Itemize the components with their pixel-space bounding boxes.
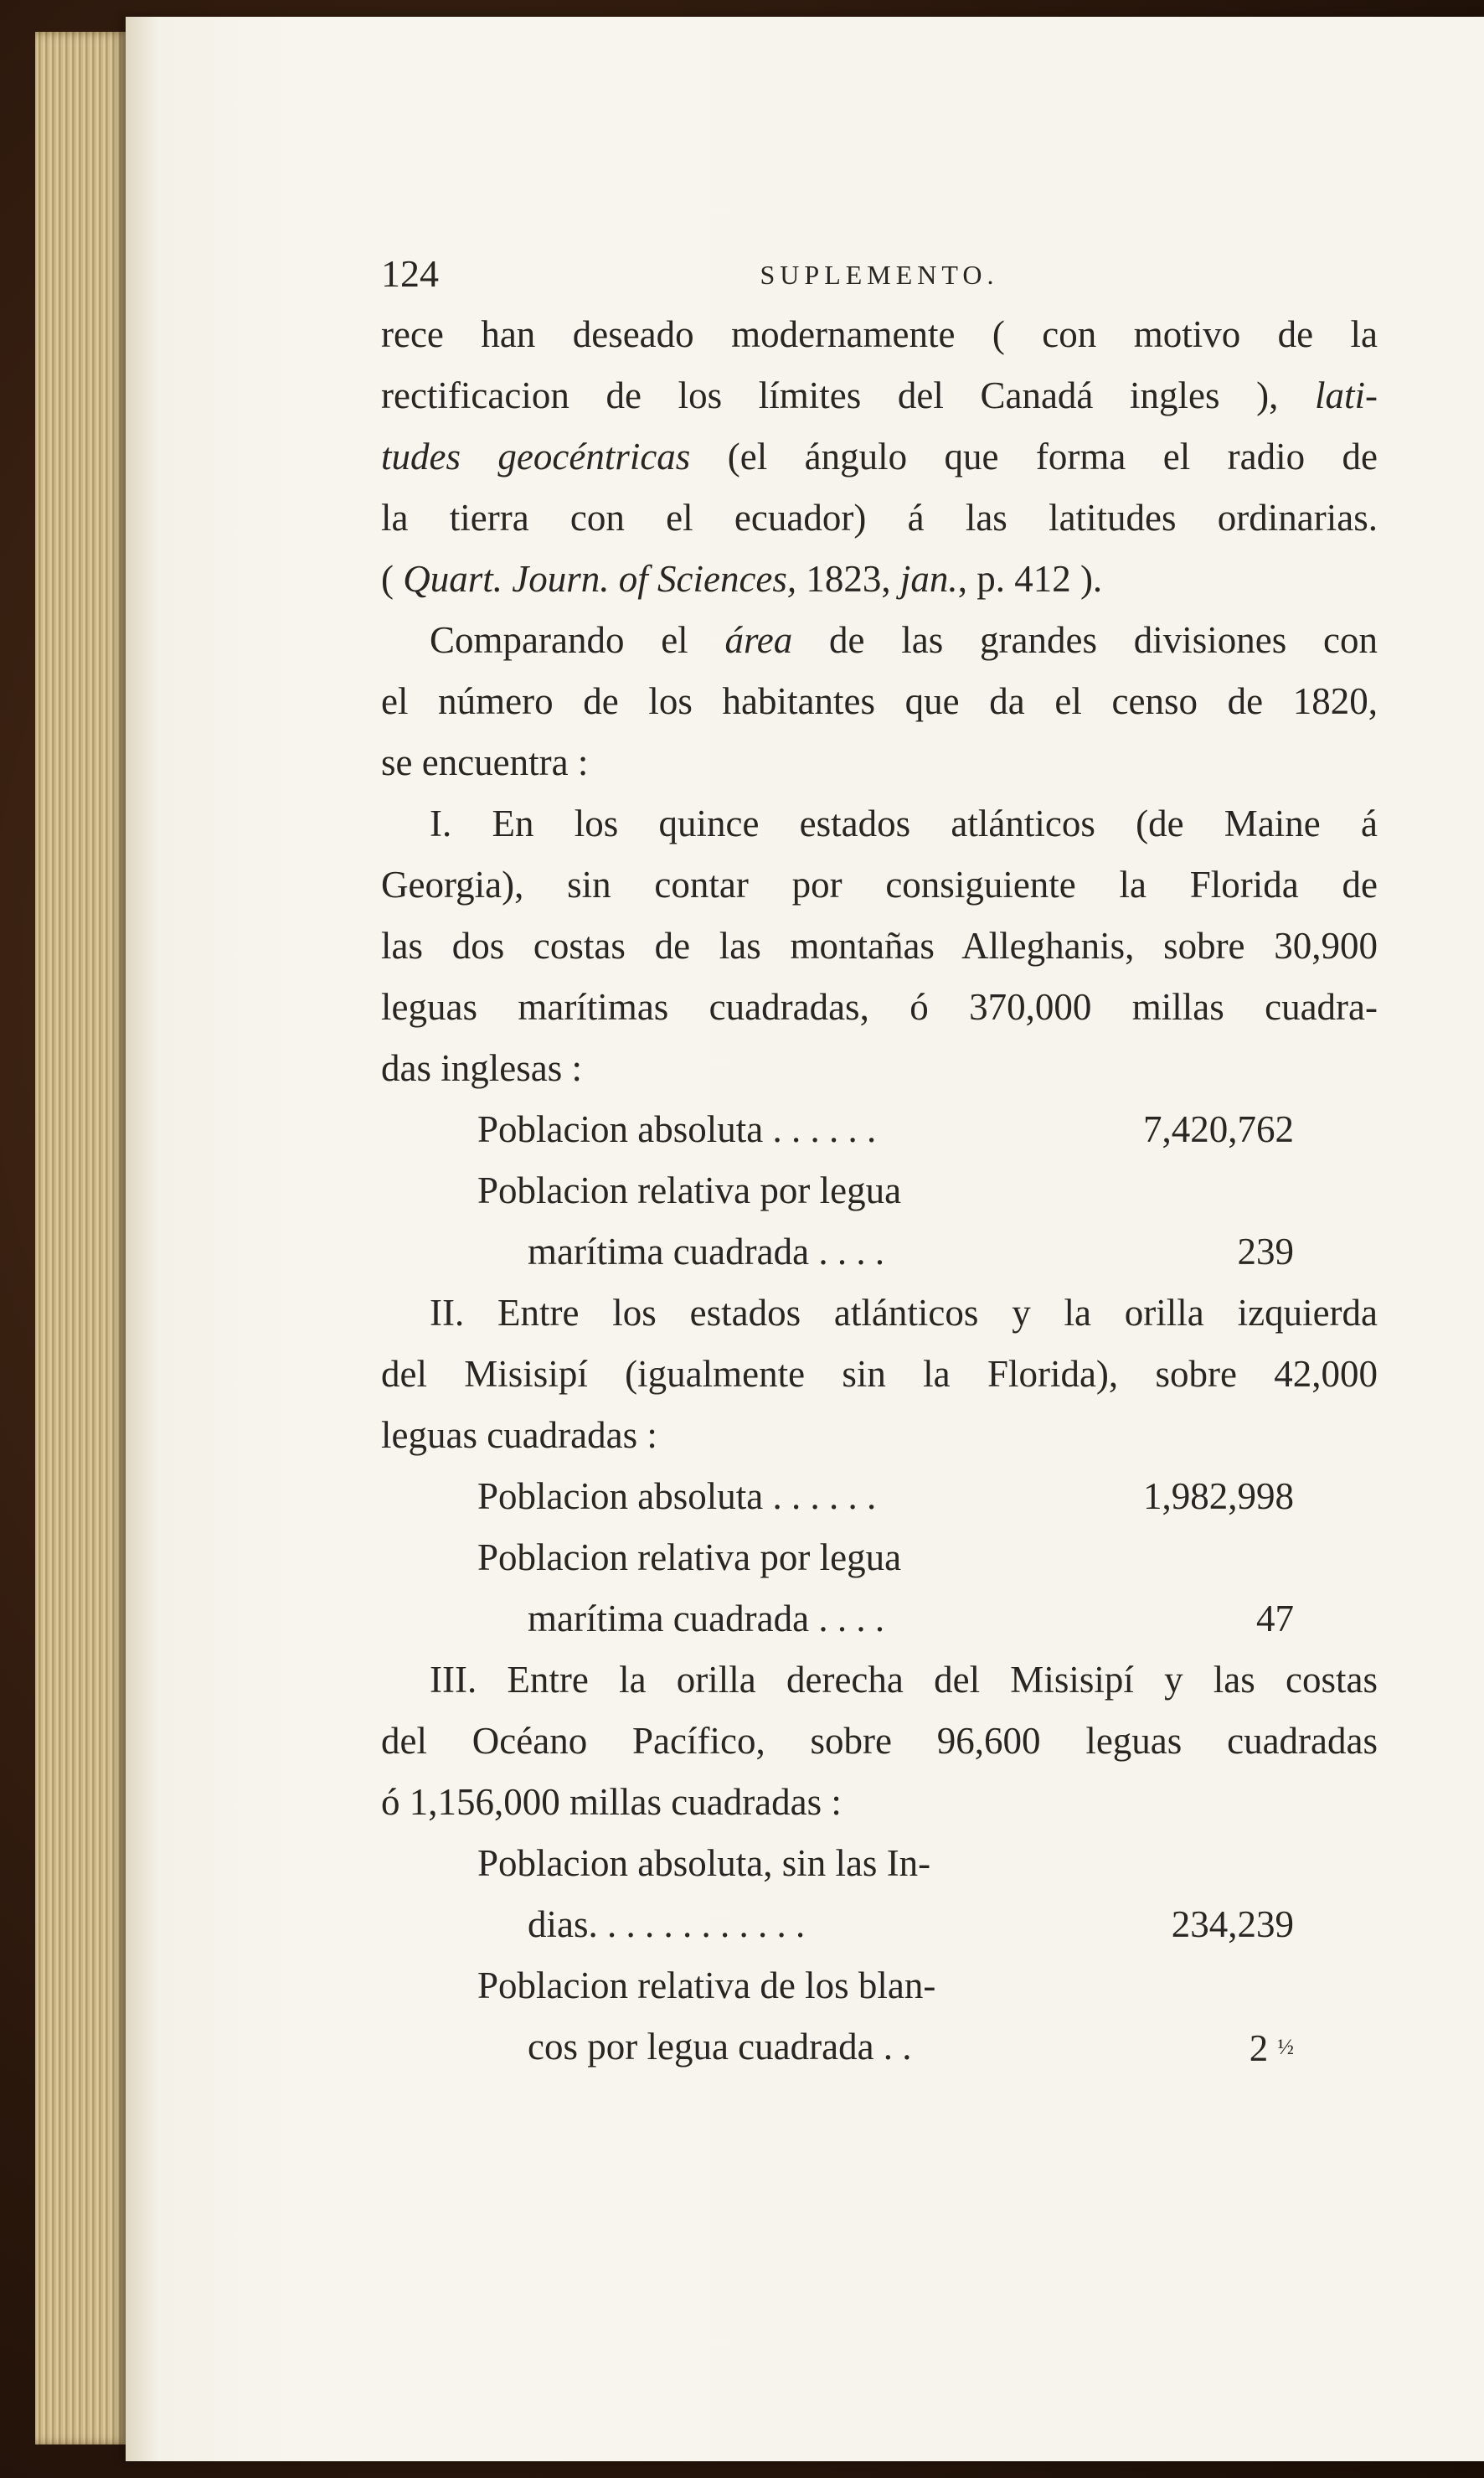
line-text: ( — [381, 558, 404, 600]
line-text: del Misisipí (igualmente sin la Florida), sobre 42,000 — [381, 1353, 1378, 1395]
page-header — [381, 243, 1378, 304]
italic-text: lati- — [1315, 374, 1378, 416]
row-label: marítima cuadrada . . . . — [528, 1231, 885, 1273]
row-value — [1250, 2016, 1294, 2079]
line-text: se encuentra : — [381, 741, 589, 783]
line-text: Georgia), sin contar por consiguiente la Florida de — [381, 864, 1378, 906]
row-label: cos por legua cuadrada . . — [528, 2026, 912, 2068]
text-line — [381, 732, 1378, 793]
running-title: SUPLEMENTO. — [760, 260, 999, 290]
row-label: Poblacion relativa de los blan- — [477, 1964, 936, 2006]
line-text: , p. 412 ). — [957, 558, 1103, 600]
table-row — [381, 1527, 1378, 1588]
text-line — [381, 1038, 1378, 1099]
text-line — [381, 671, 1378, 732]
italic-text: área — [724, 619, 793, 661]
row-label: Poblacion absoluta . . . . . . — [477, 1475, 877, 1517]
text-line — [381, 488, 1378, 549]
line-text: Comparando el — [430, 619, 725, 661]
line-text: 1823, — [796, 558, 900, 600]
table-row — [381, 1894, 1378, 1955]
page-edges — [35, 32, 127, 2444]
table-row — [381, 1466, 1378, 1527]
line-text: del Océano Pacífico, sobre 96,600 leguas cuadradas — [381, 1720, 1378, 1762]
text-line — [381, 426, 1378, 488]
text-line — [381, 1772, 1378, 1833]
line-text: (el ángulo que forma el radio de — [690, 436, 1378, 478]
text-line — [381, 1344, 1378, 1405]
text-line — [381, 610, 1378, 671]
table-row — [381, 1221, 1378, 1283]
table-row — [381, 2016, 1378, 2078]
section-heading — [381, 793, 1378, 854]
line-text: la tierra con el ecuador) á las latitudes ordinarias. — [381, 497, 1378, 539]
page-text — [381, 243, 1378, 2078]
italic-text: tudes geocéntricas — [381, 436, 691, 478]
text-line — [381, 916, 1378, 977]
line-text: de las grandes divisiones con — [792, 619, 1378, 661]
line-text: rece han deseado modernamente ( con motivo de la — [381, 313, 1378, 355]
row-label: Poblacion absoluta . . . . . . — [477, 1108, 877, 1150]
row-value: 7,420,762 — [1143, 1108, 1294, 1150]
line-text: das inglesas : — [381, 1047, 582, 1089]
line-text: ó 1,156,000 millas cuadradas : — [381, 1781, 842, 1823]
page-number: 124 — [381, 252, 439, 295]
row-label: Poblacion relativa por legua — [477, 1169, 902, 1211]
line-text: el número de los habitantes que da el censo de 1820, — [381, 680, 1378, 722]
value-integer: 2 — [1249, 2027, 1269, 2069]
text-line — [381, 854, 1378, 916]
section-heading — [381, 1283, 1378, 1344]
journal-title: Quart. Journ. of Sciences, — [403, 558, 797, 600]
italic-text: jan. — [899, 558, 958, 600]
section-heading — [381, 1649, 1378, 1711]
table-row — [381, 1588, 1378, 1649]
line-text: III. Entre la orilla derecha del Misisipí y las costas — [430, 1659, 1378, 1701]
row-label: Poblacion relativa por legua — [477, 1536, 902, 1578]
text-line — [381, 1405, 1378, 1466]
line-text: II. Entre los estados atlánticos y la orilla izquierda — [430, 1292, 1378, 1334]
table-row — [381, 1833, 1378, 1894]
value-fraction: ½ — [1277, 2035, 1294, 2059]
line-text: leguas marítimas cuadradas, ó 370,000 millas cuadra- — [381, 986, 1378, 1028]
text-line — [381, 365, 1378, 426]
row-value: 234,239 — [1171, 1903, 1294, 1945]
line-text: leguas cuadradas : — [381, 1414, 657, 1456]
row-label: dias. . . . . . . . . . . . — [528, 1903, 806, 1945]
text-line — [381, 304, 1378, 365]
citation-line — [381, 549, 1378, 610]
row-label: Poblacion absoluta, sin las In- — [477, 1842, 931, 1884]
row-label: marítima cuadrada . . . . — [528, 1598, 885, 1639]
table-row — [381, 1160, 1378, 1221]
row-value: 1,982,998 — [1143, 1475, 1294, 1517]
line-text: las dos costas de las montañas Alleghanis, sobre 30,900 — [381, 925, 1378, 967]
row-value: 47 — [1256, 1598, 1294, 1639]
text-line — [381, 977, 1378, 1038]
table-row — [381, 1955, 1378, 2016]
line-text: rectificacion de los límites del Canadá ingles ), — [381, 374, 1315, 416]
row-value: 239 — [1237, 1231, 1294, 1273]
text-line — [381, 1711, 1378, 1772]
table-row — [381, 1099, 1378, 1160]
line-text: I. En los quince estados atlánticos (de Maine á — [430, 803, 1378, 844]
